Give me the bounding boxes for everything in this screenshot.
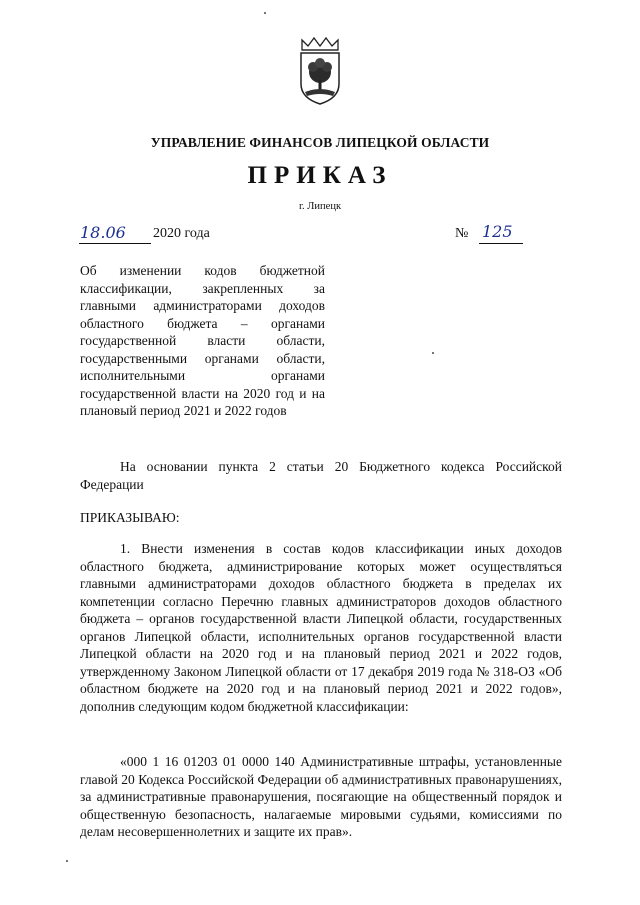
- scan-speck: [432, 352, 434, 354]
- organization-name: УПРАВЛЕНИЕ ФИНАНСОВ ЛИПЕЦКОЙ ОБЛАСТИ: [150, 135, 490, 150]
- date-year: 2020 года: [153, 226, 210, 241]
- scan-speck: [264, 12, 266, 14]
- subject-block: Об изменении кодов бюджетной классификации, закрепленных за главными администраторами доходов областного бюджета – органами государственной власти области, государственными органами области, исполнительными органами государственной власти на 2020 год и на плановый период 2021 и 2022 годов: [80, 263, 325, 418]
- handwritten-number: 125: [482, 222, 513, 241]
- legal-basis-paragraph: На основании пункта 2 статьи 20 Бюджетного кодекса Российской Федерации: [80, 459, 562, 492]
- city-label: г. Липецк: [298, 201, 342, 212]
- date-underline: [79, 243, 151, 244]
- number-underline: [479, 243, 523, 244]
- coat-of-arms-icon: [296, 36, 344, 106]
- document-type-title: ПРИКАЗ: [247, 162, 393, 189]
- handwritten-date: 18.06: [80, 223, 126, 242]
- budget-code-paragraph: «000 1 16 01203 01 0000 140 Административные штрафы, установленные главой 20 Кодекса Российской Федерации об административных правонарушениях, за административные правонарушения, посягающие на общественный порядок и общественную безопасность, налагаемые мировыми судьями, комиссиями по делам несовершеннолетних и защите их прав».: [80, 754, 562, 839]
- number-sign: №: [455, 226, 469, 241]
- order-paragraph-1: 1. Внести изменения в состав кодов классификации иных доходов областного бюджета, администрирование которых может осуществляться главными администраторами доходов областного бюджета в пределах их компетенции согласно Перечню главных администраторов доходов областного бюджета – органов государственной власти Липецкой области, государственных органов Липецкой области, исполнительных органов государственной власти Липецкой области на 2020 год и на плановый период 2021 и 2022 годов, утвержденному Законом Липецкой области от 17 декабря 2019 года № 318-ОЗ «Об областном бюджете на 2020 год и на плановый период 2021 и 2022 годов», дополнив следующим кодом бюджетной классификации:: [80, 541, 562, 714]
- scan-speck: [66, 860, 68, 862]
- order-heading: ПРИКАЗЫВАЮ:: [80, 510, 180, 525]
